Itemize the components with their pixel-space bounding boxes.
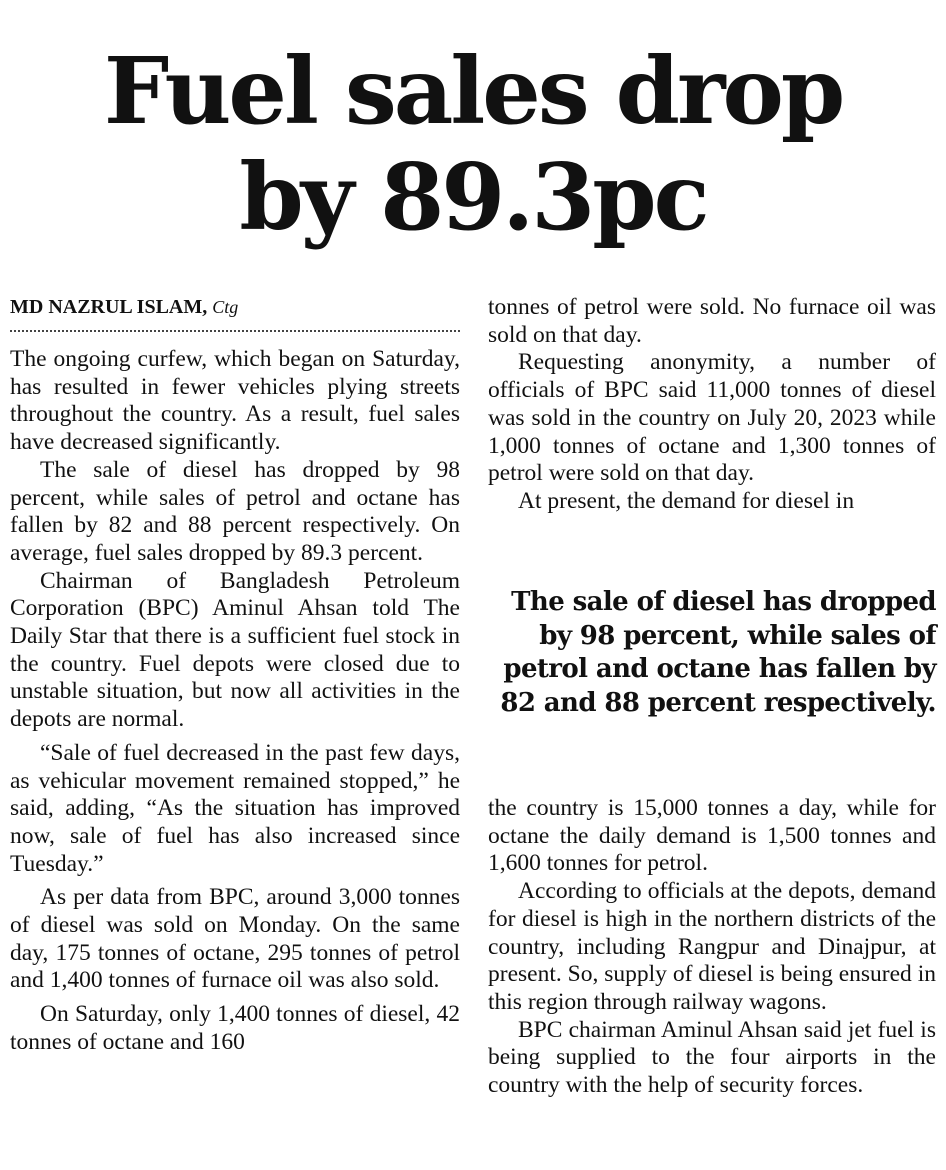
article-paragraph: tonnes of petrol were sold. No furnace oil was sold on that day.	[488, 294, 936, 348]
article-paragraph: On Saturday, only 1,400 tonnes of diesel, 42 tonnes of octane and 160	[10, 1001, 460, 1055]
article-paragraph: As per data from BPC, around 3,000 tonnes of diesel was sold on Monday. On the same day, 175 tonnes of octane, 295 tonnes of petrol and 1,400 tonnes of furnace oil was also sold.	[10, 884, 460, 994]
byline-author: MD NAZRUL ISLAM,	[10, 296, 208, 318]
article-paragraph: Chairman of Bangladesh Petroleum Corporation (BPC) Aminul Ahsan told The Daily Star that there is a sufficient fuel stock in the country. Fuel depots were closed due to unstable situation, but now all activities in the depots are normal.	[10, 567, 460, 733]
byline-location: Ctg	[212, 297, 239, 317]
article-column-right-top	[488, 294, 936, 516]
headline	[0, 38, 946, 250]
article-column-right-bottom	[488, 795, 936, 1100]
article-paragraph: The sale of diesel has dropped by 98 percent, while sales of petrol and octane has fallen by 82 and 88 percent respectively. On average, fuel sales dropped by 89.3 percent.	[10, 456, 460, 566]
article-paragraph: At present, the demand for diesel in	[518, 487, 855, 514]
headline-line-1: Fuel sales drop	[103, 37, 843, 145]
headline-line-2: by 89.3pc	[239, 143, 707, 251]
article-paragraph: “Sale of fuel decreased in the past few days, as vehicular movement remained stopped,” he said, adding, “As the situation has improved now, sale of fuel has also increased since Tuesday.”	[10, 739, 460, 877]
article-column-left	[10, 346, 460, 1057]
byline	[10, 294, 460, 320]
article-paragraph: The ongoing curfew, which began on Saturday, has resulted in fewer vehicles plying streets throughout the country. As a result, fuel sales have decreased significantly.	[10, 346, 460, 456]
article-paragraph: the country is 15,000 tonnes a day, while for octane the daily demand is 1,500 tonnes and 1,600 tonnes for petrol.	[488, 795, 936, 877]
pull-quote: The sale of diesel has dropped by 98 percent, while sales of petrol and octane has fallen by 82 and 88 percent respectively.	[500, 587, 936, 718]
byline-divider	[10, 330, 460, 332]
article-paragraph: Requesting anonymity, a number of officials of BPC said 11,000 tonnes of diesel was sold in the country on July 20, 2023 while 1,000 tonnes of octane and 1,300 tonnes of petrol were sold on that day.	[488, 349, 936, 487]
article-paragraph: According to officials at the depots, demand for diesel is high in the northern districts of the country, including Rangpur and Dinajpur, at present. So, supply of diesel is being ensured in this region through railway wagons.	[488, 878, 936, 1015]
article-paragraph: BPC chairman Aminul Ahsan said jet fuel is being supplied to the four airports in the country with the help of security forces.	[488, 1016, 936, 1099]
